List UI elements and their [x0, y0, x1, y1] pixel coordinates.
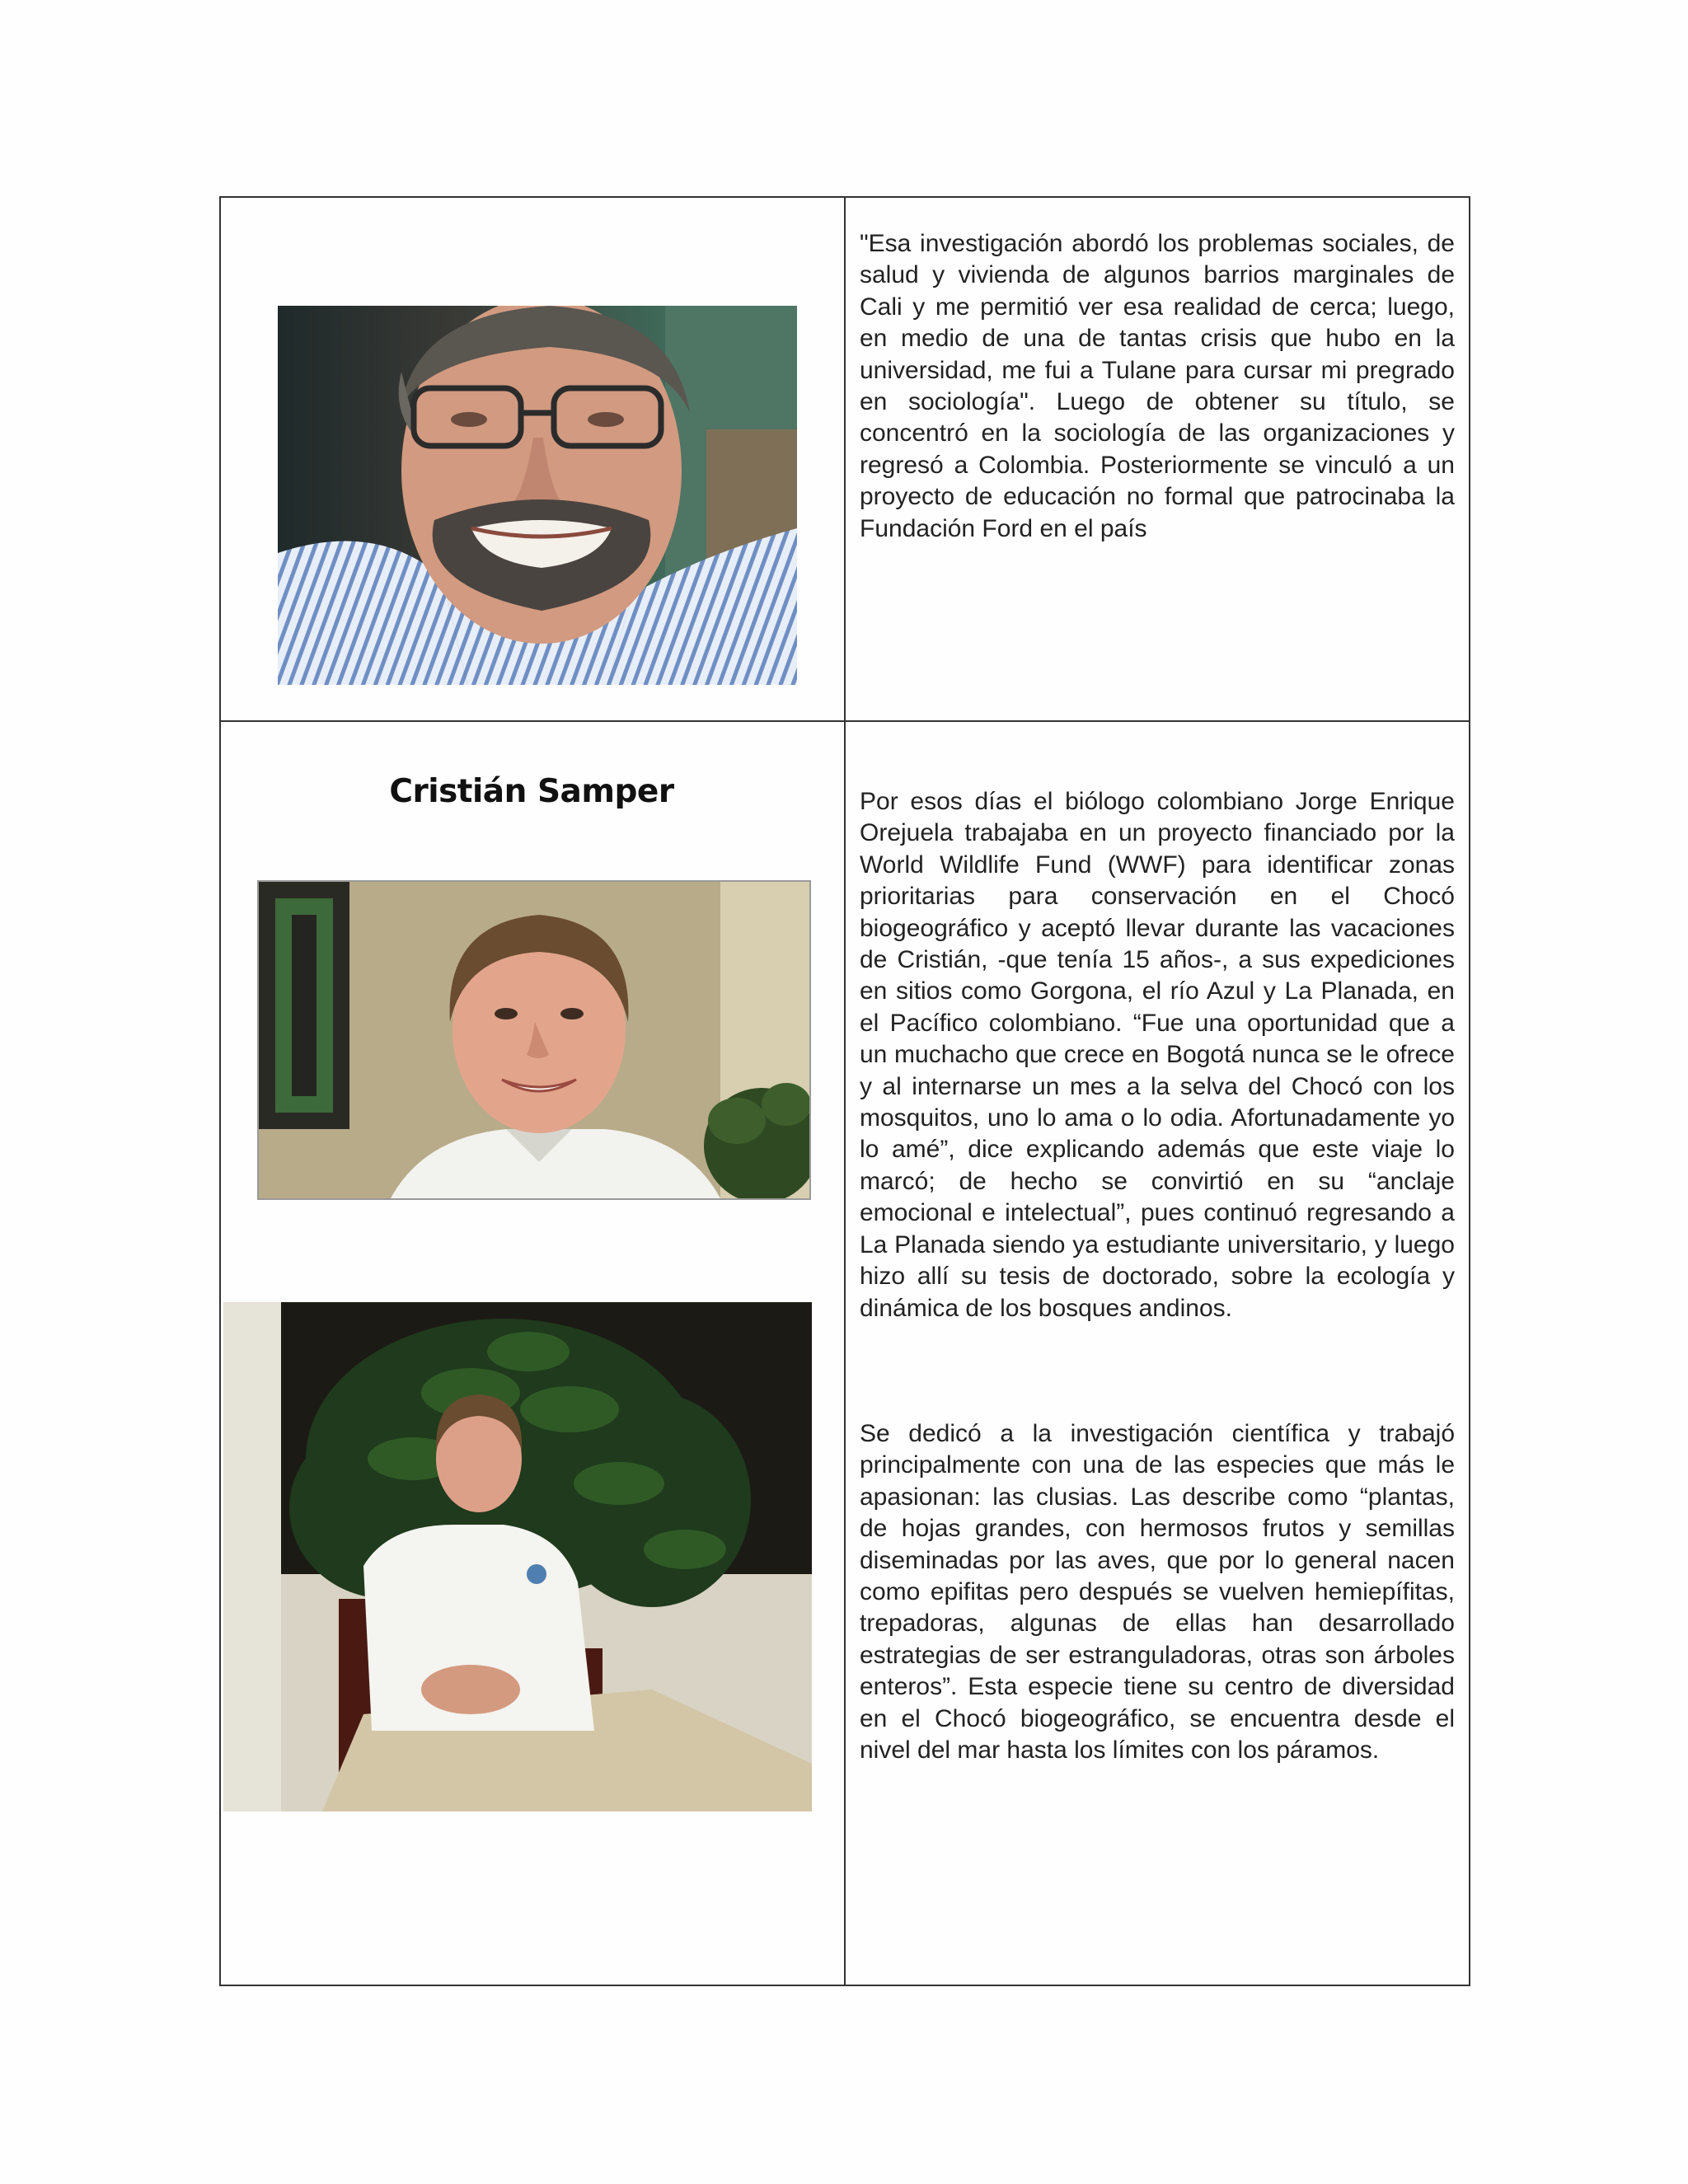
person-name-heading: Cristián Samper — [389, 773, 674, 810]
table-column-divider — [844, 196, 846, 1986]
row2-paragraph-1: Por esos días el biólogo colombiano Jorge Enrique Orejuela trabajaba en un proyecto financiado por la World Wildlife Fund (WWF) para identificar zonas prioritarias para conservación en el Chocó biogeográfico y aceptó llevar durante las vacaciones de Cristián, -que tenía 15 años-, a sus expediciones en sitios como Gorgona, el río Azul y La Planada, en el Pacífico colombiano. “Fue una oportunidad que a un muchacho que crece en Bogotá nunca se le ofrece y al internarse un mes a la selva del Chocó con los mosquitos, uno lo ama o lo odia. Afortunadamente yo lo amé”, dice explicando además que este viaje lo marcó; de hecho se convirtió en su “anclaje emocional e intelectual”, pues continuó regresando a La Planada siendo ya estudiante universitario, y luego hizo allí su tesis de doctorado, sobre la ecología y dinámica de los bosques andinos. — [860, 788, 1455, 1322]
row2-paragraph-2: Se dedicó a la investigación científica y trabajó principalmente con una de las especies que más le apasionan: las clusias. Las describe como “plantas, de hojas grandes, con hermosos frutos y semillas diseminadas por las aves, que por lo general nacen como epifitas pero después se vuelven hemiepífitas, trepadoras, algunas de ellas han desarrollado estrategias de ser estranguladoras, otras son árboles enteros”. Esta especie tiene su centro de diversidad en el Chocó biogeográfico, se encuentra desde el nivel del mar hasta los límites con los páramos. — [860, 1420, 1455, 1765]
portrait-photo-samper-closeup — [257, 880, 811, 1200]
portrait-photo-glasses-man — [278, 306, 797, 685]
table-row-divider — [219, 720, 1470, 722]
photo-samper-seated — [223, 1302, 812, 1811]
row1-paragraph: "Esa investigación abordó los problemas sociales, de salud y vivienda de algunos barrios marginales de Cali y me permitió ver esa realidad de cerca; luego, en medio de una de tantas crisis que hubo en la universidad, me fui a Tulane para cursar mi pregrado en sociología". Luego de obtener su título, se concentró en la sociología de las organizaciones y regresó a Colombia. Posteriormente se vinculó a un proyecto de educación no formal que patrocinaba la Fundación Ford en el país — [860, 230, 1455, 542]
